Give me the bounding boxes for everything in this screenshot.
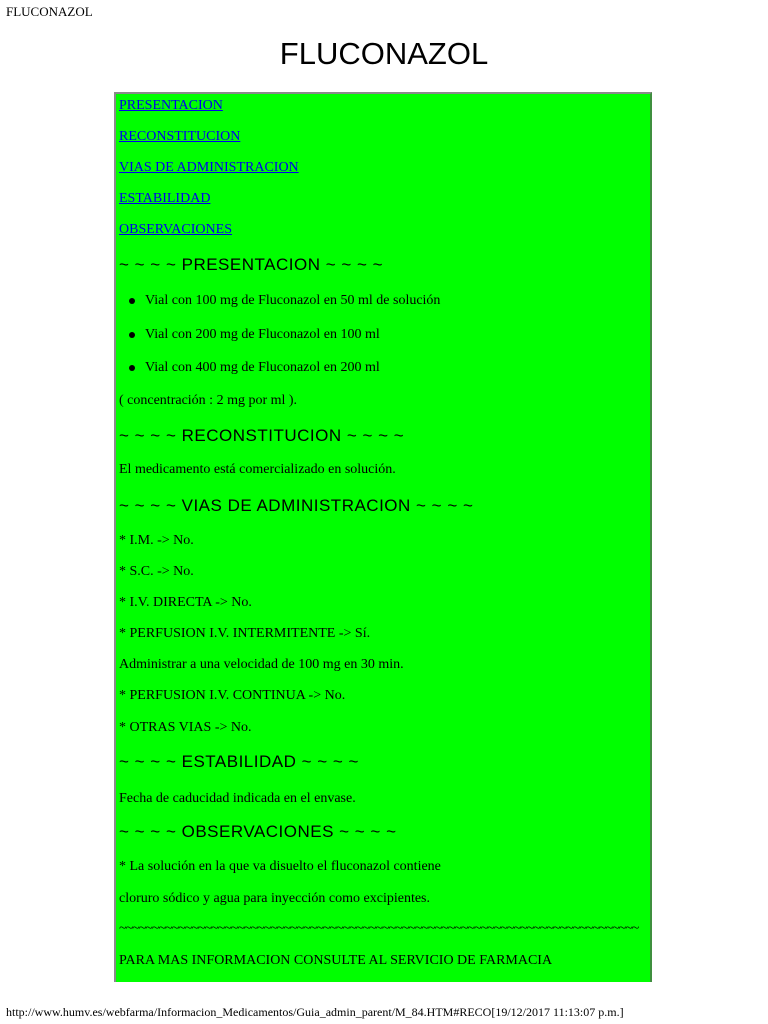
list-item <box>145 359 380 377</box>
nav-link-vias-administracion[interactable]: VIAS DE ADMINISTRACION <box>119 160 299 175</box>
print-header: FLUCONAZOL <box>6 4 93 19</box>
via-line: * I.V. DIRECTA -> No. <box>119 595 252 610</box>
nav-link-estabilidad[interactable]: ESTABILIDAD <box>119 191 211 206</box>
section-heading-estabilidad: ~ ~ ~ ~ ESTABILIDAD ~ ~ ~ ~ <box>119 752 359 771</box>
observaciones-line: * La solución en la que va disuelto el fluconazol contiene <box>119 859 441 874</box>
more-info-text: PARA MAS INFORMACION CONSULTE AL SERVICIO DE FARMACIA <box>119 953 553 968</box>
list-item-text: Vial con 100 mg de Fluconazol en 50 ml de solución <box>145 293 441 308</box>
content-panel <box>114 92 652 982</box>
section-heading-presentacion: ~ ~ ~ ~ PRESENTACION ~ ~ ~ ~ <box>119 255 384 274</box>
nav-link-reconstitucion[interactable]: RECONSTITUCION <box>119 129 241 144</box>
bullet-icon <box>129 332 135 338</box>
section-heading-vias-administracion: ~ ~ ~ ~ VIAS DE ADMINISTRACION ~ ~ ~ ~ <box>119 496 474 515</box>
via-line: * PERFUSION I.V. CONTINUA -> No. <box>119 688 346 703</box>
via-line: * PERFUSION I.V. INTERMITENTE -> Sí. <box>119 626 371 641</box>
via-line: * OTRAS VIAS -> No. <box>119 720 252 735</box>
list-item-text: Vial con 400 mg de Fluconazol en 200 ml <box>145 360 380 375</box>
observaciones-line: cloruro sódico y agua para inyección como excipientes. <box>119 891 430 906</box>
print-footer-url: http://www.humv.es/webfarma/Informacion_Medicamentos/Guia_admin_parent/M_84.HTM#RECO[19/12/2017 11:13:07 p.m.] <box>6 1005 624 1019</box>
bullet-icon <box>129 298 135 304</box>
via-line: * S.C. -> No. <box>119 564 194 579</box>
list-item <box>145 326 380 344</box>
section-heading-observaciones: ~ ~ ~ ~ OBSERVACIONES ~ ~ ~ ~ <box>119 822 397 841</box>
via-line: * I.M. -> No. <box>119 533 194 548</box>
page-title: FLUCONAZOL <box>279 36 489 71</box>
list-item-text: Vial con 200 mg de Fluconazol en 100 ml <box>145 327 380 342</box>
estabilidad-text: Fecha de caducidad indicada en el envase. <box>119 791 356 806</box>
nav-link-observaciones[interactable]: OBSERVACIONES <box>119 222 232 237</box>
bullet-icon <box>129 365 135 371</box>
list-item <box>145 292 440 310</box>
section-heading-reconstitucion: ~ ~ ~ ~ RECONSTITUCION ~ ~ ~ ~ <box>119 426 405 445</box>
via-line: Administrar a una velocidad de 100 mg en 30 min. <box>119 657 404 672</box>
concentration-note: ( concentración : 2 mg por ml ). <box>119 393 298 408</box>
tilde-separator: ~~~~~~~~~~~~~~~~~~~~~~~~~~~~~~~~~~~~~~~~~~~~~~~~~~~~~~~~~~~~~~~~~~~~~~~~~~~~~~~ <box>119 921 639 936</box>
reconstitucion-text: El medicamento está comercializado en solución. <box>119 462 396 477</box>
nav-link-presentacion[interactable]: PRESENTACION <box>119 98 223 113</box>
